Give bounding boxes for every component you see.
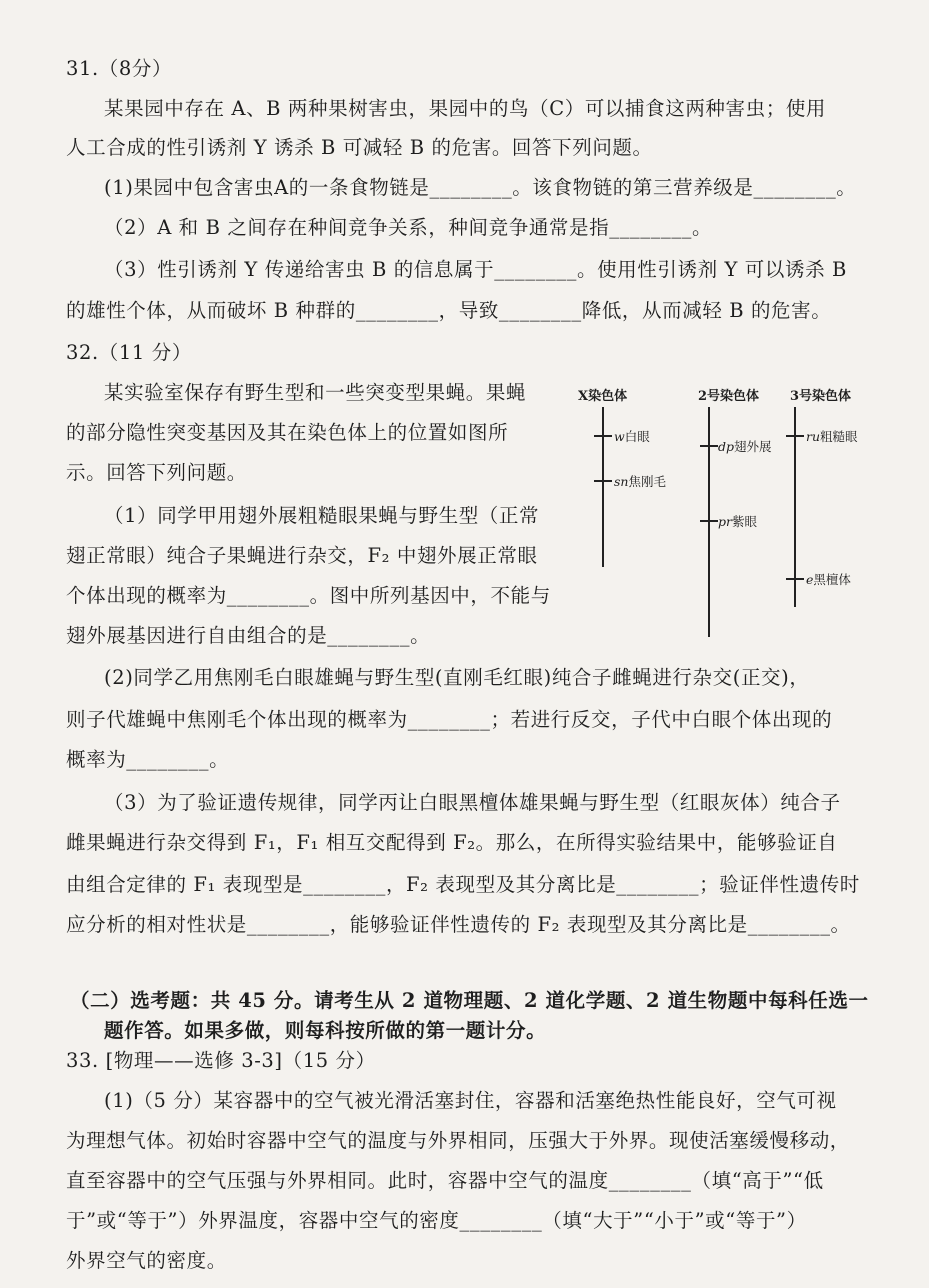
q32-part-2-line-3: 概率为________。: [66, 748, 230, 771]
q31-heading: 31.（8分）: [66, 57, 173, 80]
q32-part-1-line-2: 翅正常眼）纯合子果蝇进行杂交，F₂ 中翅外展正常眼: [66, 544, 538, 567]
gene-dp-tick: [700, 445, 718, 447]
q32-stem-line-2: 的部分隐性突变基因及其在染色体上的位置如图所: [66, 421, 509, 444]
gene-ru-label: ru粗糙眼: [806, 429, 858, 444]
q33-part-1-line-1: (1)（5 分）某容器中的空气被光滑活塞封住，容器和活塞绝热性能良好，空气可视: [104, 1089, 837, 1112]
chromosome-3-bar: [794, 407, 796, 607]
q32-part-1-line-3: 个体出现的概率为________。图中所列基因中，不能与: [66, 584, 551, 607]
gene-w-tick: [594, 435, 612, 437]
q31-part-1: (1)果园中包含害虫A的一条食物链是________。该食物链的第三营养级是________。: [104, 176, 857, 199]
q31-stem-line-1: 某果园中存在 A、B 两种果树害虫，果园中的鸟（C）可以捕食这两种害虫；使用: [104, 97, 827, 120]
gene-dp-label: dp翅外展: [718, 439, 772, 454]
q32-part-1-line-1: （1）同学甲用翅外展粗糙眼果蝇与野生型（正常: [104, 504, 540, 527]
q31-part-3-line-2: 的雄性个体，从而破坏 B 种群的________，导致________降低，从而减轻 B 的危害。: [66, 299, 832, 322]
gene-sn-tick: [594, 480, 612, 482]
q33-part-1-line-2: 为理想气体。初始时容器中空气的温度与外界相同，压强大于外界。现使活塞缓慢移动，: [66, 1129, 850, 1152]
q32-part-3-line-3: 由组合定律的 F₁ 表现型是________，F₂ 表现型及其分离比是________；验证伴性遗传时: [66, 873, 860, 896]
q31-part-2: （2）A 和 B 之间存在种间竞争关系，种间竞争通常是指________。: [104, 216, 713, 239]
q32-part-3-line-2: 雌果蝇进行杂交得到 F₁，F₁ 相互交配得到 F₂。那么，在所得实验结果中，能够验证自: [66, 831, 838, 854]
chromosome-3-title: 3号染色体: [790, 389, 852, 404]
chromosome-2-title: 2号染色体: [698, 389, 760, 404]
q33-part-1-line-4: 于”或“等于”）外界温度，容器中空气的密度________（填“大于”“小于”或“等于”）: [66, 1209, 807, 1232]
chromosome-2-bar: [708, 407, 710, 637]
chromosome-figure: [570, 385, 900, 645]
chromosome-x-bar: [602, 407, 604, 567]
q31-stem-line-2: 人工合成的性引诱剂 Y 诱杀 B 可减轻 B 的危害。回答下列问题。: [66, 136, 653, 159]
q33-heading: 33. [物理——选修 3-3]（15 分）: [66, 1049, 376, 1072]
q32-part-1-line-4: 翅外展基因进行自由组合的是________。: [66, 624, 431, 647]
elective-instructions-line-1: （二）选考题：共 45 分。请考生从 2 道物理题、2 道化学题、2 道生物题中每科任选一: [70, 989, 869, 1012]
q31-part-3-line-1: （3）性引诱剂 Y 传递给害虫 B 的信息属于________。使用性引诱剂 Y 可以诱杀 B: [104, 258, 847, 281]
gene-ru-tick: [786, 435, 804, 437]
q32-stem-line-3: 示。回答下列问题。: [66, 461, 247, 484]
gene-pr-label: pr紫眼: [718, 514, 757, 529]
gene-e-tick: [786, 578, 804, 580]
q32-part-3-line-4: 应分析的相对性状是________，能够验证伴性遗传的 F₂ 表现型及其分离比是________。: [66, 913, 851, 936]
gene-w-label: w白眼: [614, 429, 650, 444]
q33-part-1-line-3: 直至容器中的空气压强与外界相同。此时，容器中空气的温度________（填“高于”“低: [66, 1169, 824, 1192]
q32-stem-line-1: 某实验室保存有野生型和一些突变型果蝇。果蝇: [104, 381, 527, 404]
gene-sn-label: sn焦刚毛: [614, 474, 666, 489]
gene-e-label: e黑檀体: [806, 572, 851, 587]
q32-part-2-line-2: 则子代雄蝇中焦刚毛个体出现的概率为________；若进行反交，子代中白眼个体出现的: [66, 708, 833, 731]
chromosome-x-title: X染色体: [578, 389, 628, 404]
elective-instructions-line-2: 题作答。如果多做，则每科按所做的第一题计分。: [104, 1019, 547, 1042]
q32-part-3-line-1: （3）为了验证遗传规律，同学丙让白眼黑檀体雄果蝇与野生型（红眼灰体）纯合子: [104, 791, 841, 814]
q32-heading: 32.（11 分）: [66, 341, 192, 364]
gene-pr-tick: [700, 520, 718, 522]
q33-part-1-line-5: 外界空气的密度。: [66, 1249, 227, 1272]
q32-part-2-line-1: (2)同学乙用焦刚毛白眼雄蝇与野生型(直刚毛红眼)纯合子雌蝇进行杂交(正交)，: [104, 666, 810, 689]
